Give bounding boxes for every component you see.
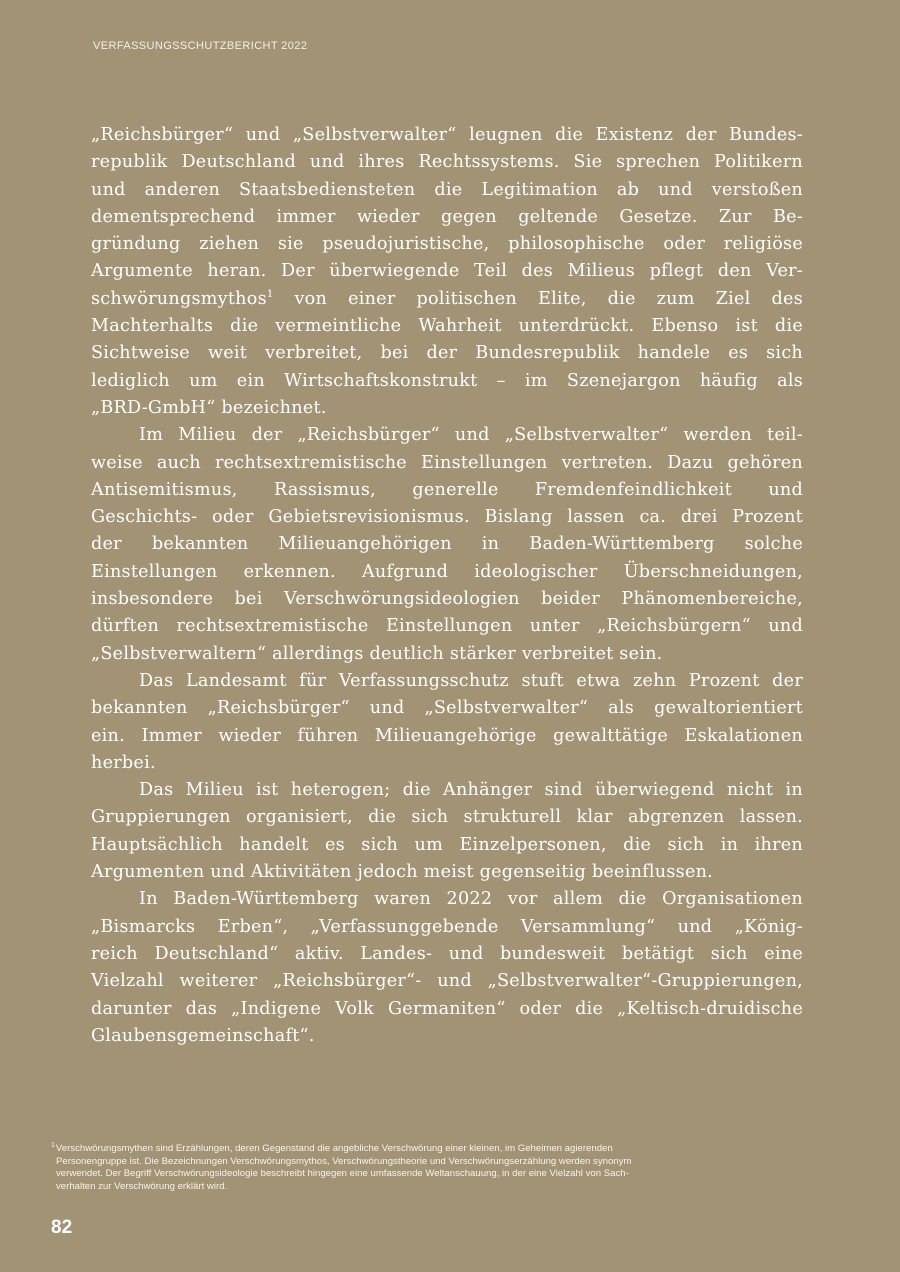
text-line: und anderen Staatsbediensteten die Legitimation ab und verstoßen: [91, 179, 803, 200]
text-segment: schwörungsmythos: [91, 288, 267, 309]
text-line: Gruppierungen organisiert, die sich strukturell klar abgrenzen lassen.: [91, 807, 803, 828]
text-line: der bekannten Milieuangehörigen in Baden-Württemberg solche: [91, 534, 803, 555]
text-line: Geschichts- oder Gebietsrevisionismus. Bislang lassen ca. drei Prozent: [91, 507, 803, 528]
text-line: Im Milieu der „Reichsbürger“ und „Selbstverwalter“ werden teil-: [139, 425, 803, 446]
text-line: Einstellungen erkennen. Aufgrund ideologischer Überschneidungen,: [91, 561, 803, 582]
footnote-line: Personengruppe ist. Die Bezeichnungen Verschwörungsmythos, Verschwörungstheorie und Verschwörungserzählung werden synonym: [56, 1155, 632, 1167]
text-line: „Reichsbürger“ und „Selbstverwalter“ leugnen die Existenz der Bundes-: [91, 125, 803, 145]
paragraph-4: [91, 777, 803, 886]
text-line: republik Deutschland und ihres Rechtssystems. Sie sprechen Politikern: [91, 152, 803, 173]
text-line: Glaubensgemeinschaft“.: [91, 1025, 315, 1046]
text-line: Vielzahl weiterer „Reichsbürger“- und „Selbstverwalter“-Gruppierungen,: [91, 971, 803, 992]
text-line: Argumenten und Aktivitäten jedoch meist gegenseitig beeinflussen.: [91, 862, 714, 883]
text-segment: von einer politischen Elite, die zum Ziel des: [273, 288, 803, 309]
footnote-line: verhalten zur Verschwörung erklärt wird.: [56, 1180, 228, 1192]
footnote-line: verwendet. Der Begriff Verschwörungsideologie beschreibt hingegen eine umfassende Weltanschauung, in der eine Vielzahl von Sach-: [56, 1168, 629, 1180]
footnotes: [51, 1143, 751, 1193]
text-line: insbesondere bei Verschwörungsideologien beider Phänomenbereiche,: [91, 589, 803, 610]
footnote-line: Verschwörungsmythen sind Erzählungen, deren Gegenstand die angebliche Verschwörung einer kleinen, im Geheimen agierenden: [55, 1143, 613, 1154]
text-line: „Selbstverwaltern“ allerdings deutlich stärker verbreitet sein.: [91, 643, 663, 664]
text-line: Antisemitismus, Rassismus, generelle Fremdenfeindlichkeit und: [91, 479, 803, 500]
text-line: darunter das „Indigene Volk Germaniten“ oder die „Keltisch-druidische: [91, 998, 803, 1019]
paragraph-1: [91, 122, 803, 422]
text-line: In Baden-Württemberg waren 2022 vor allem die Organisationen: [139, 889, 803, 910]
footnote-number: 1: [51, 1141, 55, 1149]
body-text: [91, 122, 803, 1050]
text-line: dürften rechtsextremistische Einstellungen unter „Reichsbürgern“ und: [91, 616, 803, 637]
text-line: Das Milieu ist heterogen; die Anhänger sind überwiegend nicht in: [139, 780, 803, 801]
text-line: Hauptsächlich handelt es sich um Einzelpersonen, die sich in ihren: [91, 834, 803, 855]
text-line: bekannten „Reichsbürger“ und „Selbstverwalter“ als gewaltorientiert: [91, 698, 803, 719]
footnote-1: [51, 1143, 751, 1193]
paragraph-2: [91, 422, 803, 668]
text-line: weise auch rechtsextremistische Einstellungen vertreten. Dazu gehören: [91, 452, 803, 473]
text-line: Das Landesamt für Verfassungsschutz stuft etwa zehn Prozent der: [139, 670, 803, 691]
text-line: herbei.: [91, 752, 156, 773]
text-line: [91, 286, 803, 313]
text-line: Argumente heran. Der überwiegende Teil des Milieus pflegt den Ver-: [91, 261, 803, 282]
text-line: Sichtweise weit verbreitet, bei der Bundesrepublik handele es sich: [91, 343, 803, 364]
text-line: gründung ziehen sie pseudojuristische, philosophische oder religiöse: [91, 234, 803, 255]
footnote-reference: 1: [266, 288, 274, 300]
text-line: lediglich um ein Wirtschaftskonstrukt – im Szenejargon häufig als: [91, 370, 803, 391]
running-header: VERFASSUNGSSCHUTZBERICHT 2022: [93, 40, 308, 52]
text-line: Machterhalts die vermeintliche Wahrheit unterdrückt. Ebenso ist die: [91, 316, 803, 337]
paragraph-3: [91, 668, 803, 777]
text-line: reich Deutschland“ aktiv. Landes- und bundesweit betätigt sich eine: [91, 943, 803, 964]
text-line: „BRD-GmbH“ bezeichnet.: [91, 397, 327, 418]
text-line: „Bismarcks Erben“, „Verfassunggebende Versammlung“ und „König-: [91, 916, 803, 937]
text-line: ein. Immer wieder führen Milieuangehörige gewalttätige Eskalationen: [91, 725, 803, 746]
page-number: 82: [51, 1217, 73, 1238]
paragraph-5: [91, 886, 803, 1050]
text-line: dementsprechend immer wieder gegen geltende Gesetze. Zur Be-: [91, 206, 803, 227]
